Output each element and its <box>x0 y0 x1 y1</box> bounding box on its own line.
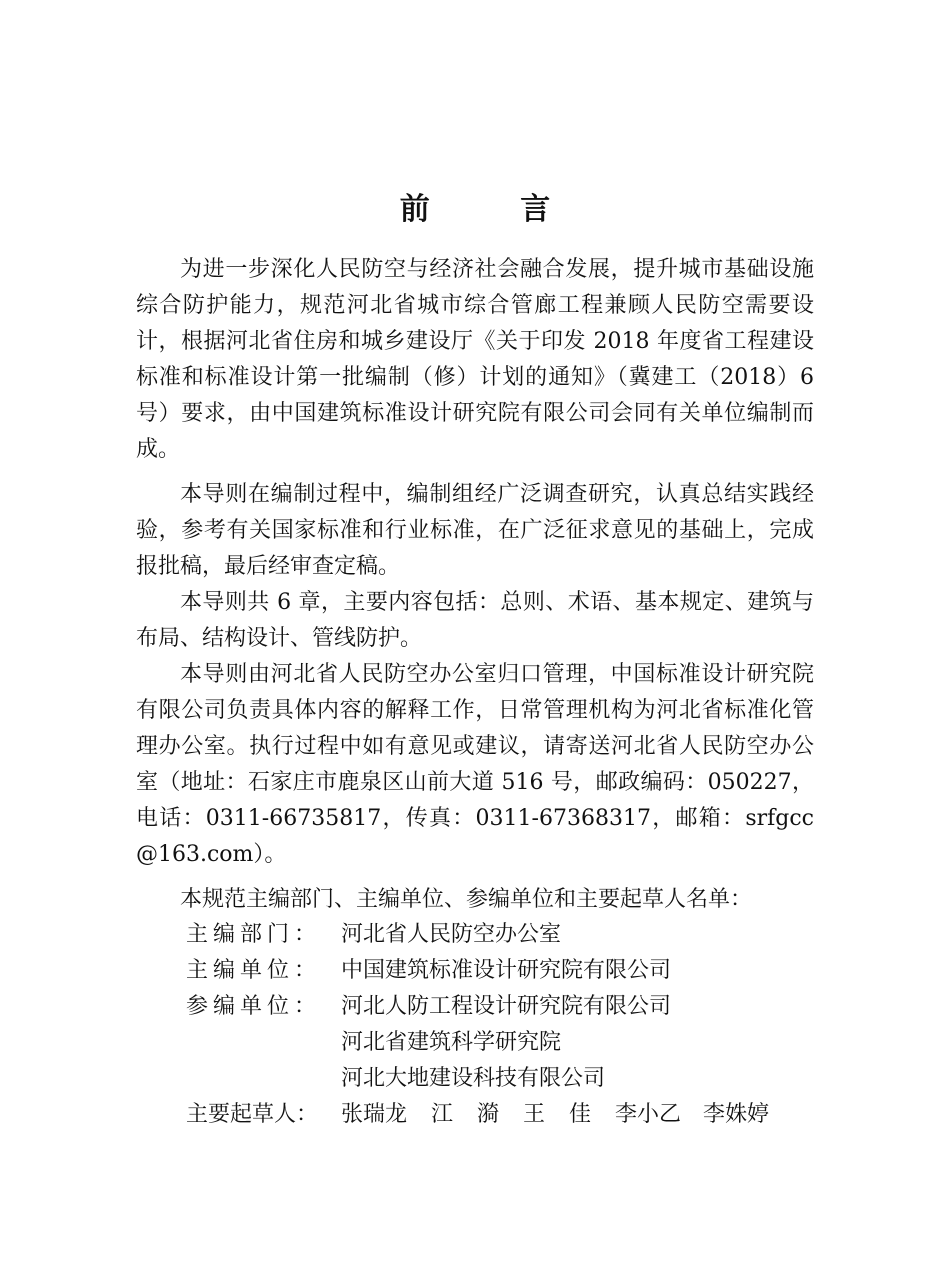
paragraph-list-intro <box>136 882 814 918</box>
paragraph-management <box>136 657 814 873</box>
drafter-name: 李小乙 <box>615 1102 682 1127</box>
page-title: 前 言 <box>399 192 591 227</box>
paragraph-text: 本导则由河北省人民防空办公室归口管理，中国标准设计研究院有限公司负责具体内容的解释工作，日常管理机构为河北省标准化管理办公室。执行过程中如有意见或建议，请寄送河北省人民防空办公室（地址：石家庄市鹿泉区山前大道 516 号，邮政编码：050227，电话：0311-66735817，传真：0311-67368317，邮箱：srfgcc@163.com）。 <box>136 662 814 867</box>
participating-unit-value: 河北省建筑科学研究院 <box>341 1030 562 1055</box>
drafter-name: 漪 <box>477 1102 500 1127</box>
paragraph-process <box>136 477 814 585</box>
paragraph-contents <box>136 585 814 657</box>
chief-unit-label: 主编单位： <box>186 958 322 983</box>
participating-unit-value: 河北大地建设科技有限公司 <box>341 1066 606 1091</box>
drafter-name: 李姝婷 <box>703 1102 770 1127</box>
paragraph-text: 本导则共 6 章，主要内容包括：总则、术语、基本规定、建筑与布局、结构设计、管线防护。 <box>136 590 814 651</box>
chief-department-label: 主编部门： <box>186 922 322 947</box>
paragraph-text: 为进一步深化人民防空与经济社会融合发展，提升城市基础设施综合防护能力，规范河北省城市综合管廊工程兼顾人民防空需要设计，根据河北省住房和城乡建设厅《关于印发 2018 年度省工程建设标准和标准设计第一批编制（修）计划的通知》（冀建工（2018）6 号）要求，由中国建筑标准设计研究院有限公司会同有关单位编制而成。 <box>136 257 814 462</box>
chief-department-value: 河北省人民防空办公室 <box>341 922 562 947</box>
paragraph-text: 本规范主编部门、主编单位、参编单位和主要起草人名单： <box>180 887 753 912</box>
drafter-name: 王 <box>523 1102 546 1127</box>
participating-unit-value: 河北人防工程设计研究院有限公司 <box>341 994 672 1019</box>
drafter-name: 江 <box>431 1102 454 1127</box>
drafter-name: 张瑞龙 <box>341 1102 408 1127</box>
chief-unit-value: 中国建筑标准设计研究院有限公司 <box>341 958 672 983</box>
paragraph-background <box>136 252 814 468</box>
participating-units-label: 参编单位： <box>186 994 322 1019</box>
paragraph-text: 本导则在编制过程中，编制组经广泛调查研究，认真总结实践经验，参考有关国家标准和行业标准，在广泛征求意见的基础上，完成报批稿，最后经审查定稿。 <box>136 482 814 579</box>
drafters-label: 主要起草人： <box>186 1102 319 1127</box>
drafter-name: 佳 <box>569 1102 592 1127</box>
